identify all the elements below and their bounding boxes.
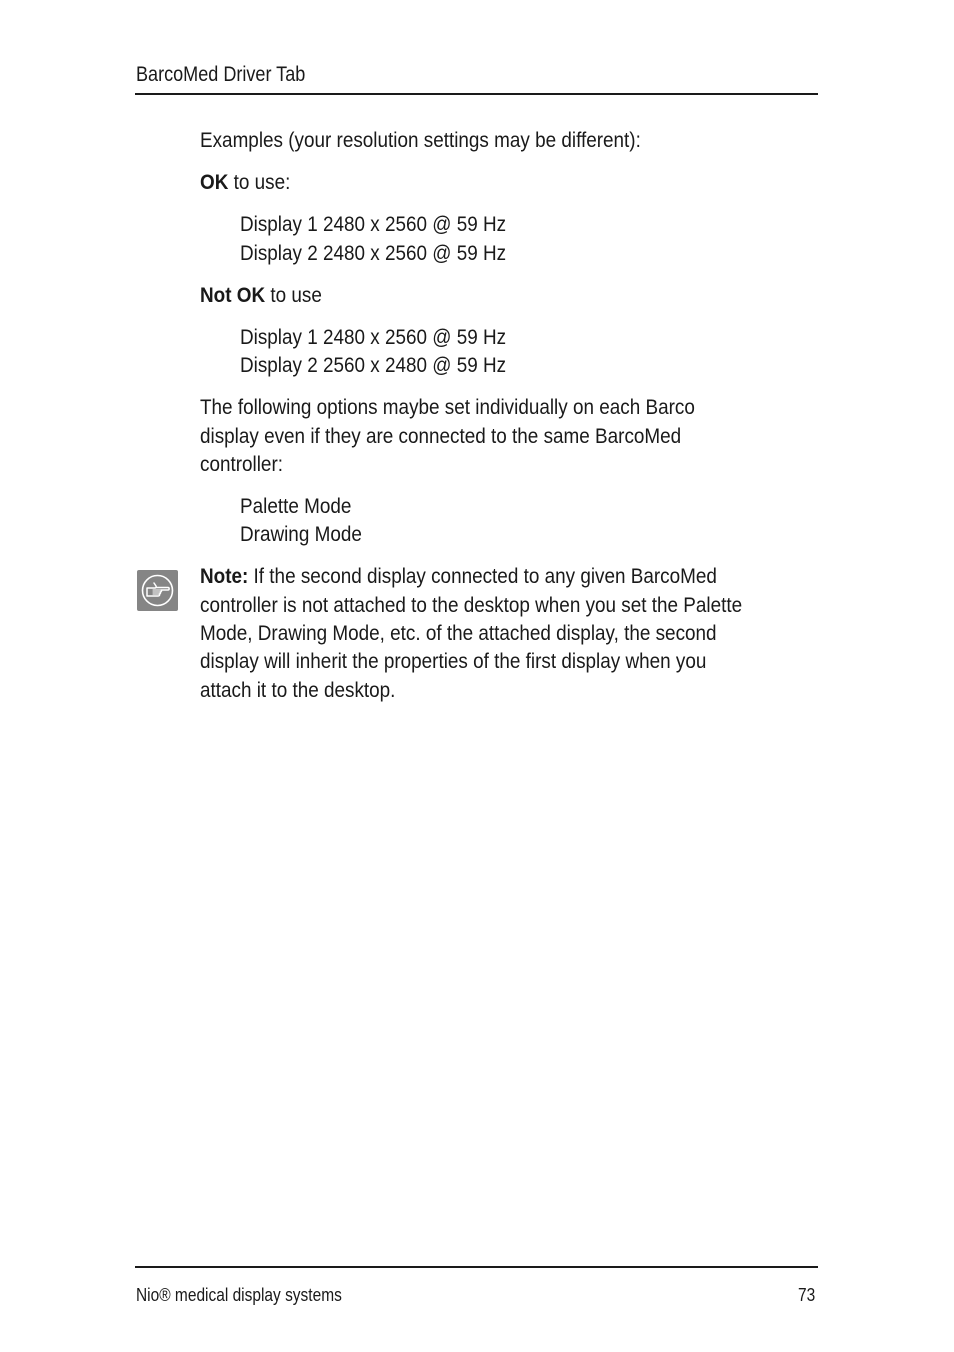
header-divider	[135, 93, 818, 95]
footer-divider	[135, 1266, 818, 1268]
not-ok-line-1: Display 1 2480 x 2560 @ 59 Hz	[240, 326, 507, 349]
option-palette-mode: Palette Mode	[240, 495, 352, 518]
note-line-2: controller is not attached to the desktop when you set the Palette	[200, 594, 743, 617]
ok-line-2: Display 2 2480 x 2560 @ 59 Hz	[240, 242, 507, 265]
not-ok-suffix: to use	[265, 284, 322, 307]
pointing-hand-icon	[137, 570, 178, 611]
options-paragraph-line-2: display even if they are connected to the same BarcoMed	[200, 425, 682, 448]
not-ok-label: Not OK	[200, 284, 266, 307]
options-paragraph-line-3: controller:	[200, 453, 283, 476]
ok-suffix: to use:	[228, 171, 291, 194]
examples-intro: Examples (your resolution settings may be different):	[200, 129, 641, 152]
note-line-3: Mode, Drawing Mode, etc. of the attached display, the second	[200, 622, 717, 645]
header-title: BarcoMed Driver Tab	[136, 63, 306, 86]
not-ok-line-2: Display 2 2560 x 2480 @ 59 Hz	[240, 354, 507, 377]
option-drawing-mode: Drawing Mode	[240, 523, 362, 546]
options-paragraph-line-1: The following options maybe set individually on each Barco	[200, 396, 695, 419]
note-line-1	[200, 563, 758, 592]
note-first-line-rest: If the second display connected to any given BarcoMed	[248, 565, 717, 588]
note-line-5: attach it to the desktop.	[200, 679, 396, 702]
ok-label: OK	[200, 171, 229, 194]
note-line-4: display will inherit the properties of the first display when you	[200, 650, 707, 673]
page-number: 73	[798, 1285, 816, 1305]
note-label: Note:	[200, 565, 249, 588]
not-ok-heading	[200, 282, 758, 311]
ok-line-1: Display 1 2480 x 2560 @ 59 Hz	[240, 213, 507, 236]
ok-heading	[200, 169, 758, 198]
footer-product-name: Nio® medical display systems	[136, 1285, 342, 1305]
